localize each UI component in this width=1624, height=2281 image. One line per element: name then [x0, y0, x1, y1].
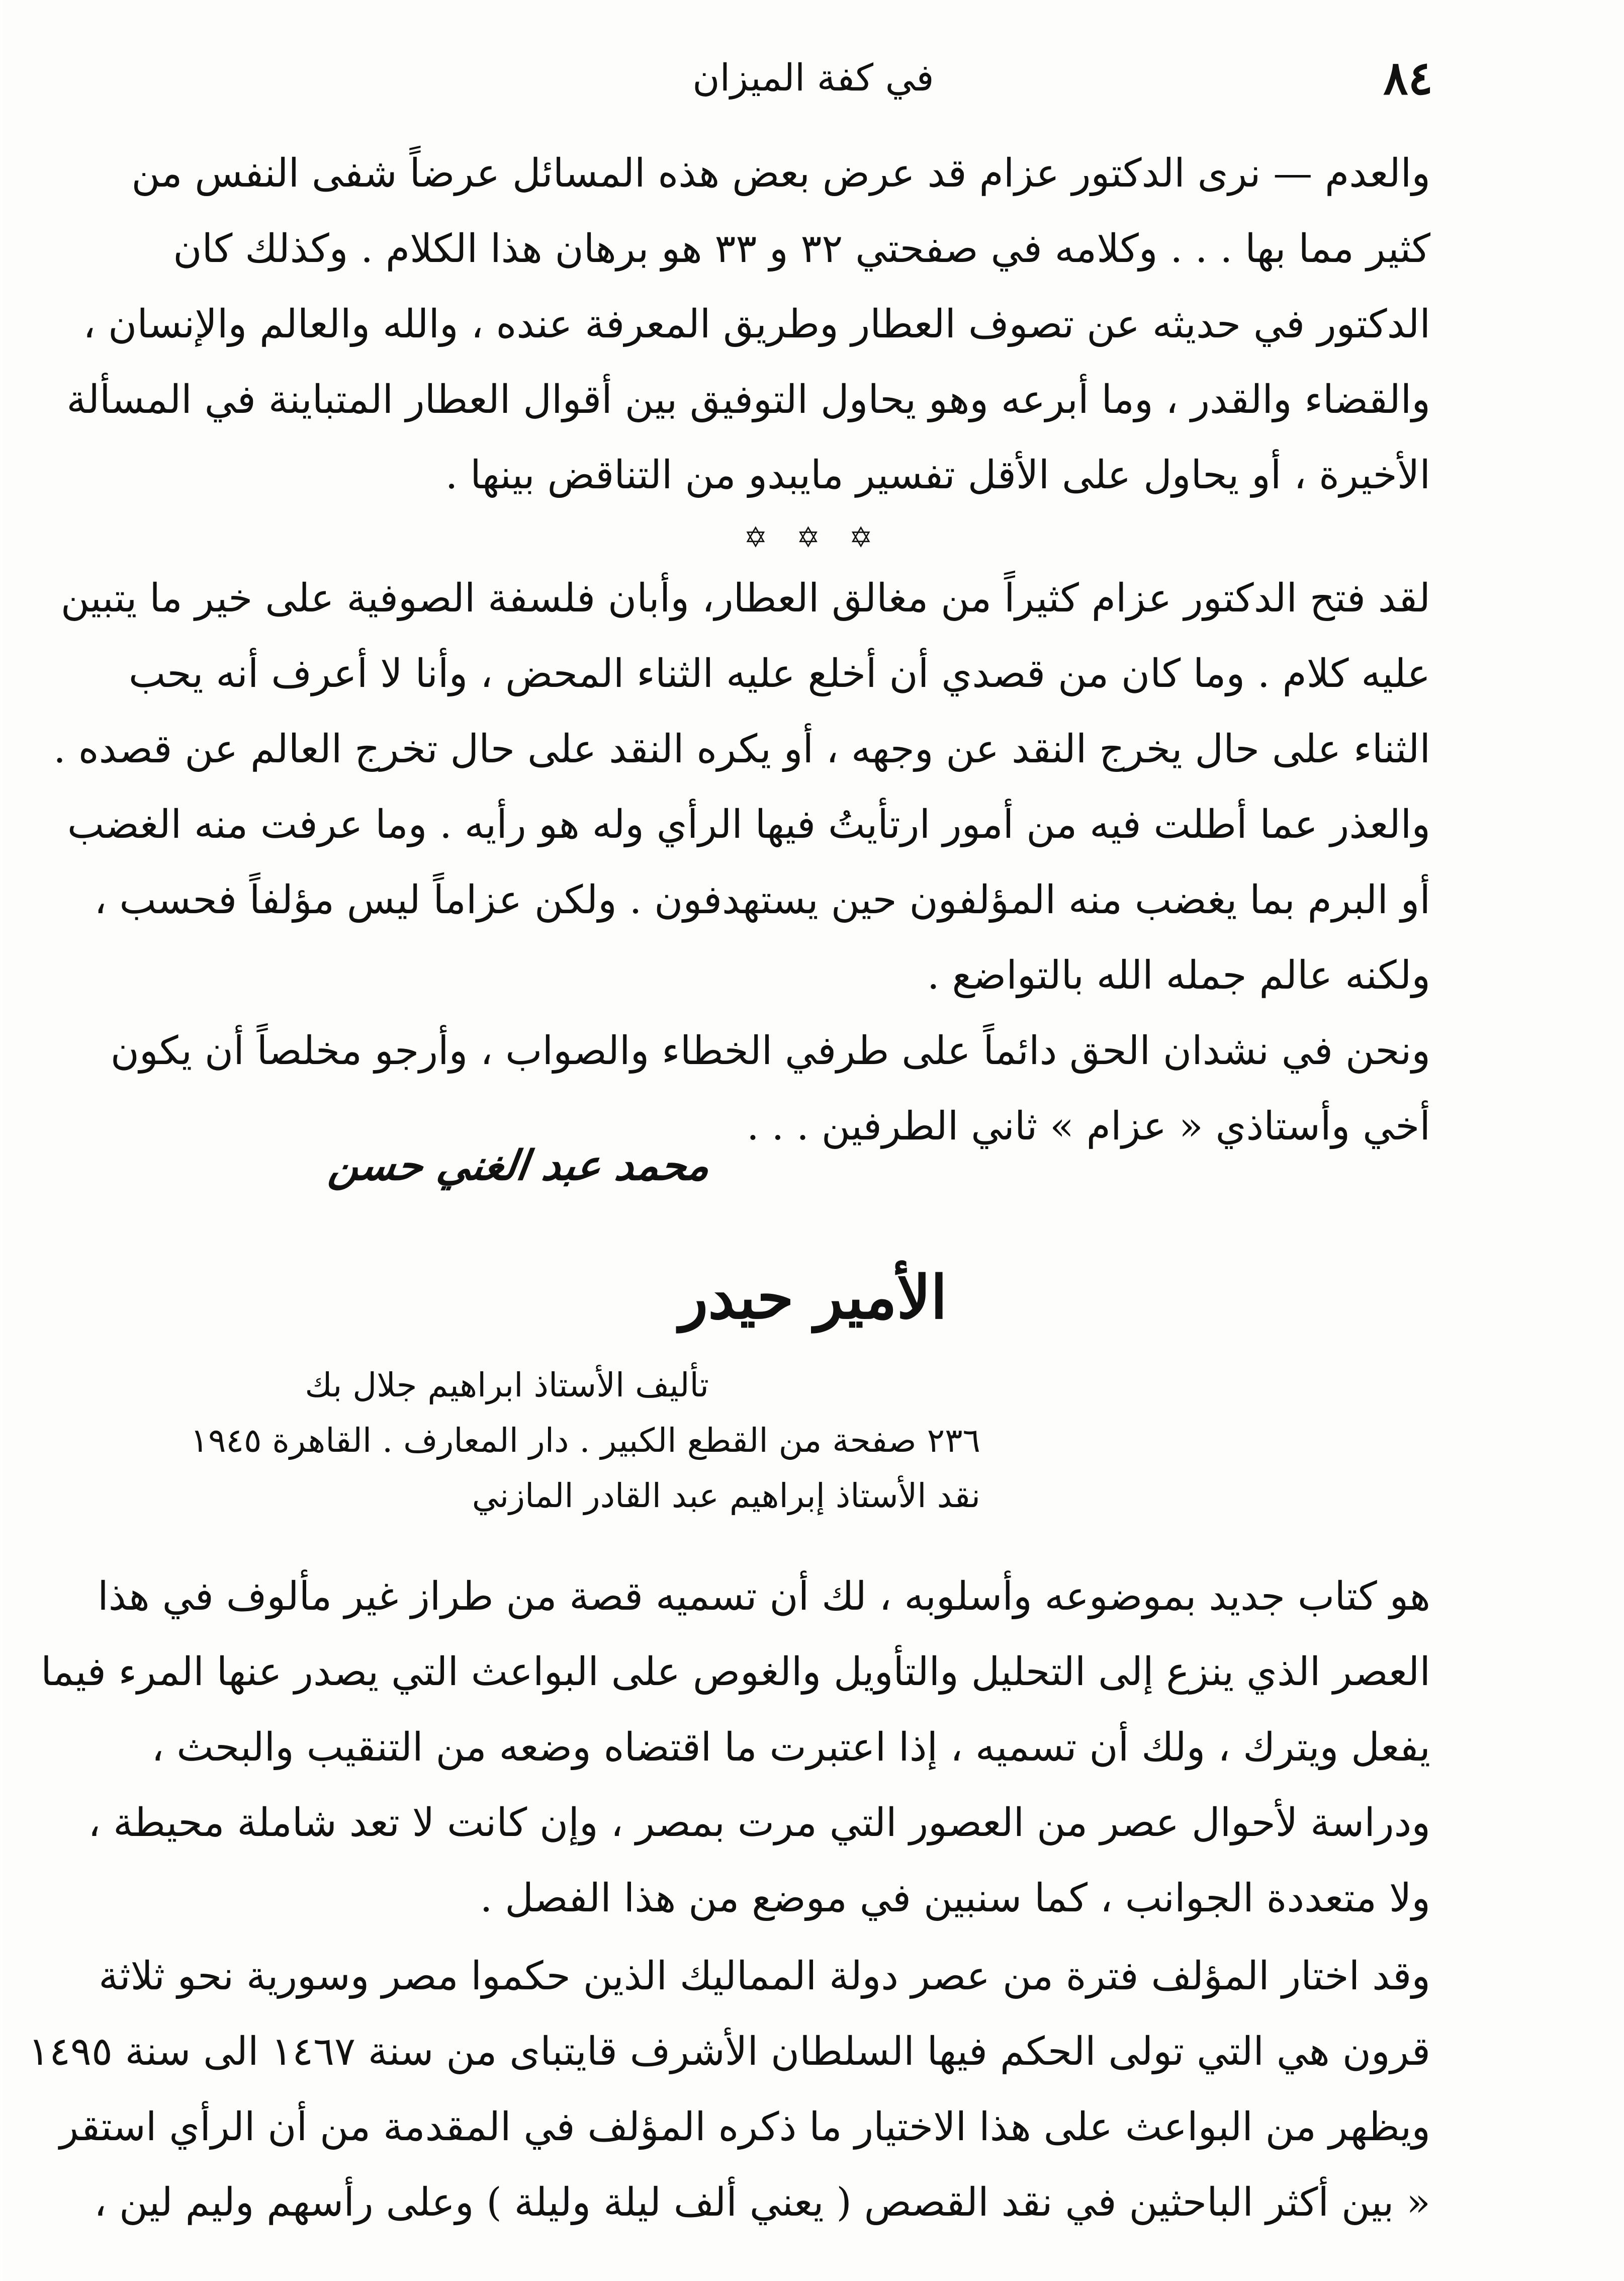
text-line: ودراسة لأحوال عصر من العصور التي مرت بمصر ، وإن كانت لا تعد شاملة محيطة ،	[88, 1800, 1430, 1846]
book-page	[3, 0, 1624, 2281]
text-line: ويظهر من البواعث على هذا الاختيار ما ذكره المؤلف في المقدمة من أن الرأي استقر	[59, 2104, 1430, 2150]
text-line: الأخيرة ، أو يحاول على الأقل تفسير مايبدو من التناقض بينها .	[445, 453, 1430, 498]
text-line: وقد اختار المؤلف فترة من عصر دولة المماليك الذين حكموا مصر وسورية نحو ثلاثة	[99, 1954, 1430, 1999]
text-line: يفعل ويترك ، ولك أن تسميه ، إذا اعتبرت ما اقتضاه وضعه من التنقيب والبحث ،	[151, 1725, 1430, 1770]
page-number: ٨٤	[1383, 51, 1433, 105]
bibliographic-info	[106, 1358, 980, 1524]
text-line: هو كتاب جديد بموضوعه وأسلوبه ، لك أن تسميه قصة من طراز غير مألوف في هذا	[98, 1574, 1430, 1619]
paragraph-review-intro	[41, 1559, 1430, 1936]
review-title: الأمير حيدر	[679, 1262, 947, 1332]
running-title: في كفة الميزان	[692, 56, 934, 100]
text-line: كثير مما بها . . . وكلامه في صفحتي ٣٢ و ٣٣ هو برهان هذا الكلام . وكذلك كان	[173, 226, 1430, 272]
text-line: ونحن في نشدان الحق دائماً على طرفي الخطاء والصواب ، وأرجو مخلصاً أن يكون	[110, 1028, 1430, 1074]
text-line: « بين أكثر الباحثين في نقد القصص ( يعني ألف ليلة وليلة ) وعلى رأسهم وليم لين ،	[94, 2180, 1430, 2225]
paragraph-review-period	[28, 1939, 1430, 2240]
text-line: عليه كلام . وما كان من قصدي أن أخلع عليه الثناء المحض ، وأنا لا أعرف أنه يحب	[128, 651, 1430, 696]
text-line: الثناء على حال يخرج النقد عن وجهه ، أو يكره النقد على حال تخرج العالم عن قصده .	[53, 727, 1430, 772]
text-line: ولكنه عالم جمله الله بالتواضع .	[927, 953, 1430, 998]
book-publication: ٢٣٦ صفحة من القطع الكبير . دار المعارف . القاهرة ١٩٤٥	[190, 1421, 980, 1460]
text-line: لقد فتح الدكتور عزام كثيراً من مغالق العطار، وأبان فلسفة الصوفية على خير ما يتبين	[60, 576, 1430, 621]
text-line: والعدم — نرى الدكتور عزام قد عرض بعض هذه المسائل عرضاً شفى النفس من	[131, 151, 1430, 196]
text-line: والقضاء والقدر ، وما أبرعه وهو يحاول التوفيق بين أقوال العطار المتباينة في المسألة	[66, 377, 1430, 422]
section-separator: ✡ ✡ ✡	[744, 521, 883, 554]
text-line: قرون هي التي تولى الحكم فيها السلطان الأشرف قايتباى من سنة ١٤٦٧ الى سنة ١٤٩٥	[28, 2029, 1430, 2074]
text-line: والعذر عما أطلت فيه من أمور ارتأيتُ فيها الرأي وله هو رأيه . وما عرفت منه الغضب	[67, 802, 1430, 847]
text-line: العصر الذي ينزع إلى التحليل والتأويل والغوص على البواعث التي يصدر عنها المرء فيما	[41, 1649, 1430, 1695]
author-signature: محمد عبد الغني حسن	[326, 1142, 713, 1190]
book-author: تأليف الأستاذ ابراهيم جلال بك	[305, 1366, 709, 1405]
text-line: أو البرم بما يغضب منه المؤلفون حين يستهدفون . ولكن عزاماً ليس مؤلفاً فحسب ،	[94, 878, 1430, 923]
paragraph-conclusion	[53, 561, 1430, 1013]
text-line: أخي وأستاذي « عزام » ثاني الطرفين . . .	[746, 1104, 1430, 1149]
text-line: الدكتور في حديثه عن تصوف العطار وطريق المعرفة عنده ، والله والعالم والإنسان ،	[83, 302, 1430, 347]
book-reviewer: نقد الأستاذ إبراهيم عبد القادر المازني	[472, 1476, 980, 1515]
text-line: ولا متعددة الجوانب ، كما سنبين في موضع من هذا الفصل .	[480, 1876, 1430, 1921]
paragraph-attar-review-end	[66, 136, 1430, 513]
page-header	[194, 48, 1433, 108]
